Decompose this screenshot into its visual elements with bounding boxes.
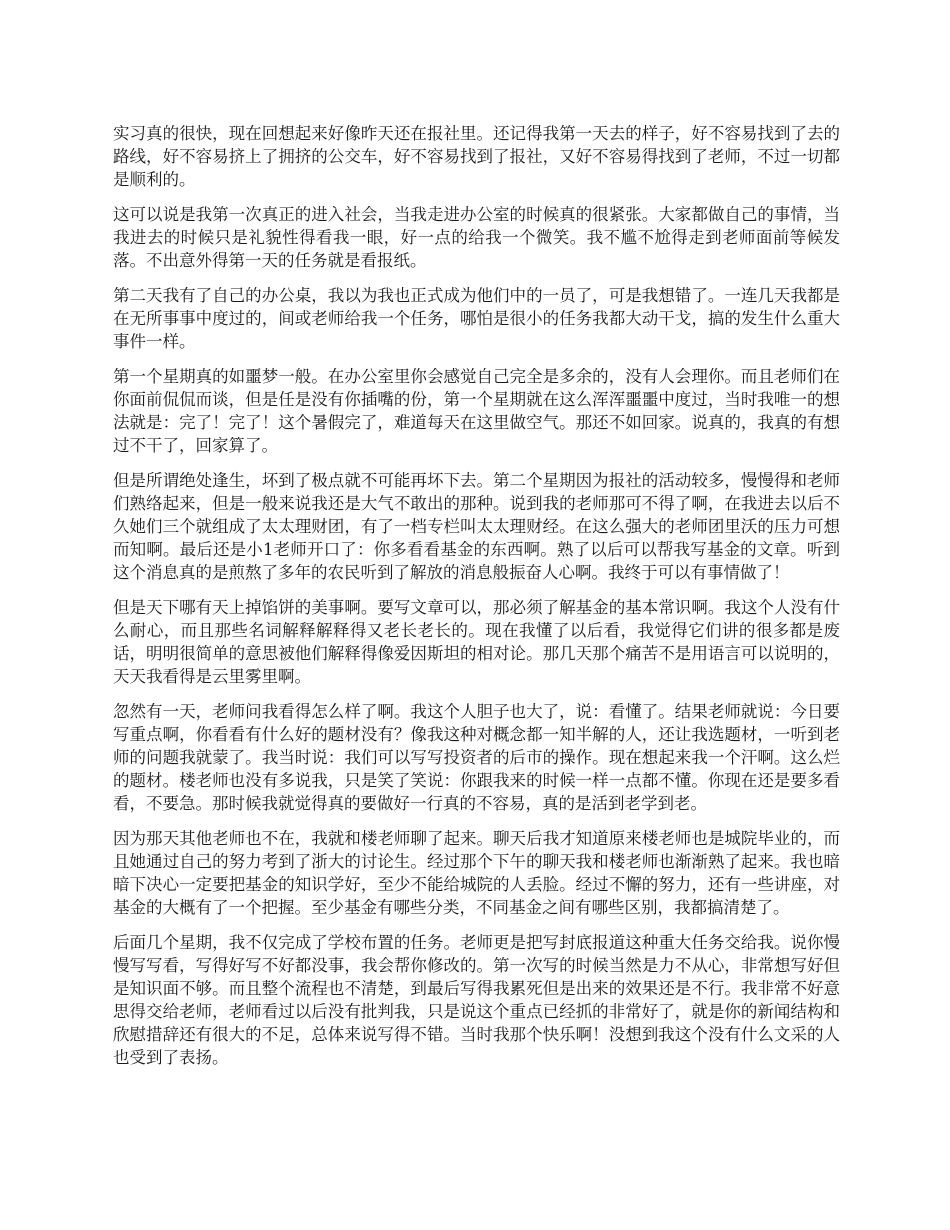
document-body <box>113 122 840 1081</box>
paragraph: 实习真的很快，现在回想起来好像昨天还在报社里。还记得我第一天去的样子，好不容易找到了去的路线，好不容易挤上了拥挤的公交车，好不容易找到了报社，又好不容易得找到了老师，不过一切都是顺利的。 <box>113 124 840 189</box>
paragraph: 这可以说是我第一次真正的进入社会，当我走进办公室的时候真的很紧张。大家都做自己的事情，当我进去的时候只是礼貌性得看我一眼，好一点的给我一个微笑。我不尴不尬得走到老师面前等候发落。不出意外得第一天的任务就是看报纸。 <box>113 205 840 270</box>
paragraph: 后面几个星期，我不仅完成了学校布置的任务。老师更是把写封底报道这种重大任务交给我。说你慢慢写写看，写得好写不好都没事，我会帮你修改的。第一次写的时候当然是力不从心，非常想写好但是知识面不够。而且整个流程也不清楚，到最后写得我累死但是出来的效果还是不行。我非常不好意思得交给老师，老师看过以后没有批判我，只是说这个重点已经抓的非常好了，就是你的新闻结构和欣慰措辞还有很大的不足，总体来说写得不错。当时我那个快乐啊！没想到我这个没有什么文采的人也受到了表扬。 <box>113 933 840 1067</box>
paragraph: 忽然有一天，老师问我看得怎么样了啊。我这个人胆子也大了，说：看懂了。结果老师就说：今日要写重点啊，你看看有什么好的题材没有？像我这种对概念都一知半解的人，还让我选题材，一听到老师的问题我就蒙了。我当时说：我们可以写写投资者的后市的操作。现在想起来我一个汗啊。这么烂的题材。楼老师也没有多说我，只是笑了笑说：你跟我来的时候一样一点都不懂。你现在还是要多看看，不要急。那时候我就觉得真的要做好一行真的不容易，真的是活到老学到老。 <box>113 702 840 813</box>
paragraph: 第二天我有了自己的办公桌，我以为我也正式成为他们中的一员了，可是我想错了。一连几天我都是在无所事事中度过的，间或老师给我一个任务，哪怕是很小的任务我都大动干戈，搞的发生什么重大事件一样。 <box>113 286 840 351</box>
paragraph: 第一个星期真的如噩梦一般。在办公室里你会感觉自己完全是多余的，没有人会理你。而且老师们在你面前侃侃而谈，但是任是没有你插嘴的份，第一个星期就在这么浑浑噩噩中度过，当时我唯一的想法就是：完了！完了！这个暑假完了，难道每天在这里做空气。那还不如回家。说真的，我真的有想过不干了，回家算了。 <box>113 367 840 455</box>
paragraph: 但是所谓绝处逢生，坏到了极点就不可能再坏下去。第二个星期因为报社的活动较多，慢慢得和老师们熟络起来，但是一般来说我还是大气不敢出的那种。说到我的老师那可不得了啊，在我进去以后不久她们三个就组成了太太理财团，有了一档专栏叫太太理财经。在这么强大的老师团里沃的压力可想而知啊。最后还是小1老师开口了：你多看看基金的东西啊。熟了以后可以帮我写基金的文章。听到这个消息真的是煎熬了多年的农民听到了解放的消息般振奋人心啊。我终于可以有事情做了！ <box>113 471 840 582</box>
paragraph: 但是天下哪有天上掉馅饼的美事啊。要写文章可以，那必须了解基金的基本常识啊。我这个人没有什么耐心，而且那些名词解释解释得又老长老长的。现在我懂了以后看，我觉得它们讲的很多都是废话，明明很简单的意思被他们解释得像爱因斯坦的相对论。那几天那个痛苦不是用语言可以说明的，天天我看得是云里雾里啊。 <box>113 598 840 686</box>
paragraph: 因为那天其他老师也不在，我就和楼老师聊了起来。聊天后我才知道原来楼老师也是城院毕业的，而且她通过自己的努力考到了浙大的讨论生。经过那个下午的聊天我和楼老师也渐渐熟了起来。我也暗暗下决心一定要把基金的知识学好，至少不能给城院的人丢脸。经过不懈的努力，还有一些讲座，对基金的大概有了一个把握。至少基金有哪些分类，不同基金之间有哪些区别，我都搞清楚了。 <box>113 829 840 917</box>
